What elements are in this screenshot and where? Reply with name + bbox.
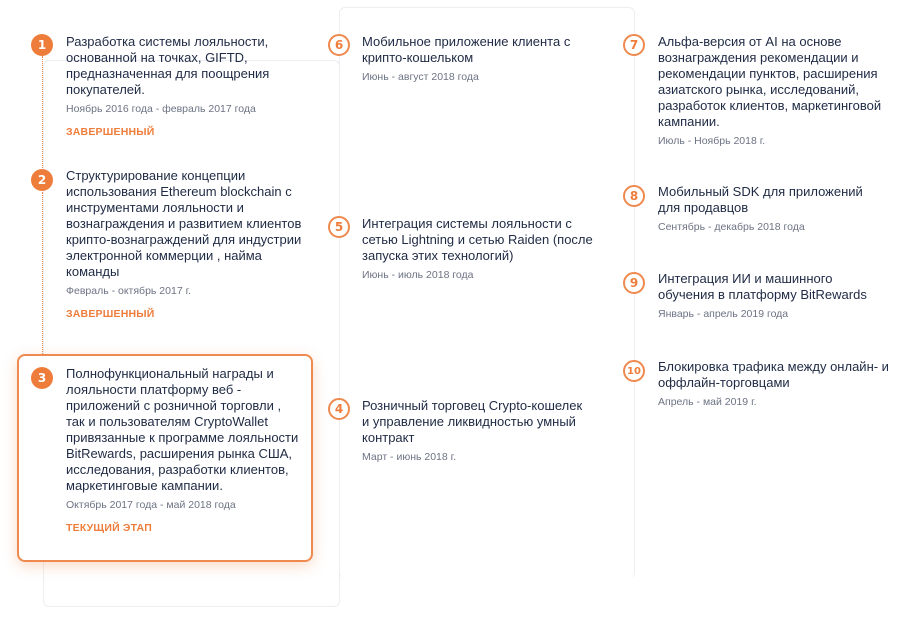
milestone-dates: Ноябрь 2016 года - февраль 2017 года	[66, 103, 256, 115]
milestone-6	[362, 34, 592, 84]
milestone-4	[362, 398, 587, 464]
milestone-number-badge: 1	[31, 34, 53, 56]
milestone-number-badge: 9	[623, 272, 645, 294]
milestone-title: Мобильный SDK для приложений для продавцов	[658, 184, 863, 215]
middle-column-frame	[339, 7, 635, 578]
milestone-7	[658, 34, 894, 148]
milestone-dates: Июль - Ноябрь 2018 г.	[658, 135, 766, 147]
milestone-dates: Июнь - июль 2018 года	[362, 269, 474, 281]
milestone-number-badge: 5	[328, 216, 350, 238]
milestone-dates: Апрель - май 2019 г.	[658, 396, 757, 408]
milestone-number-badge: 7	[623, 34, 645, 56]
milestone-status: ЗАВЕРШЕННЫЙ	[66, 126, 155, 138]
milestone-number-badge: 4	[328, 398, 350, 420]
timeline-connector	[42, 192, 43, 364]
milestone-8	[658, 184, 888, 234]
milestone-dates: Январь - апрель 2019 года	[658, 308, 789, 320]
milestone-number-badge: 2	[31, 169, 53, 191]
milestone-title: Разработка системы лояльности, основанной на точках, GIFTD, предназначенная для поощрения покупателей.	[66, 34, 270, 97]
milestone-dates: Февраль - октябрь 2017 г.	[66, 285, 192, 297]
milestone-number-badge: 6	[328, 34, 350, 56]
milestone-5	[362, 216, 594, 282]
milestone-status: ТЕКУЩИЙ ЭТАП	[66, 522, 152, 534]
milestone-number-badge: 3	[31, 367, 53, 389]
milestone-3	[66, 366, 302, 534]
timeline-connector	[42, 56, 43, 168]
milestone-title: Полнофункциональный награды и лояльности платформу веб - приложений с розничной торговли , так и пользователям CryptoWallet привязанные к программе лояльности BitRewards, расширения рынка США, исследования, разработки клиентов, маркетинговые кампании.	[66, 366, 299, 493]
milestone-status: ЗАВЕРШЕННЫЙ	[66, 308, 155, 320]
milestone-dates: Июнь - август 2018 года	[362, 71, 479, 83]
milestone-title: Альфа-версия от AI на основе вознаграждения рекомендации и рекомендации пунктов, расширения азиатского рынка, исследований, разработок клиентов, маркетинговой кампании.	[658, 34, 882, 129]
milestone-title: Блокировка трафика между онлайн- и оффлайн-торговцами	[658, 359, 889, 390]
milestone-title: Мобильное приложение клиента с крипто-кошельком	[362, 34, 571, 65]
milestone-title: Структурирование концепции использования Ethereum blockchain с инструментами лояльности и вознаграждения и развитием клиентов крипто-вознаграждений для индустрии электронной коммерции , найма команды	[66, 168, 302, 279]
milestone-title: Интеграция системы лояльности с сетью Lightning и сетью Raiden (после запуска этих технологий)	[362, 216, 593, 263]
milestone-title: Интеграция ИИ и машинного обучения в платформу BitRewards	[658, 271, 867, 302]
milestone-2	[66, 168, 306, 320]
milestone-number-badge: 10	[623, 360, 645, 382]
milestone-1	[66, 34, 311, 138]
milestone-10	[658, 359, 894, 409]
milestone-dates: Март - июнь 2018 г.	[362, 451, 457, 463]
milestone-9	[658, 271, 888, 321]
milestone-dates: Сентябрь - декабрь 2018 года	[658, 221, 805, 233]
milestone-dates: Октябрь 2017 года - май 2018 года	[66, 499, 236, 511]
milestone-title: Розничный торговец Crypto-кошелек и управление ликвидностью умный контракт	[362, 398, 583, 445]
milestone-number-badge: 8	[623, 185, 645, 207]
